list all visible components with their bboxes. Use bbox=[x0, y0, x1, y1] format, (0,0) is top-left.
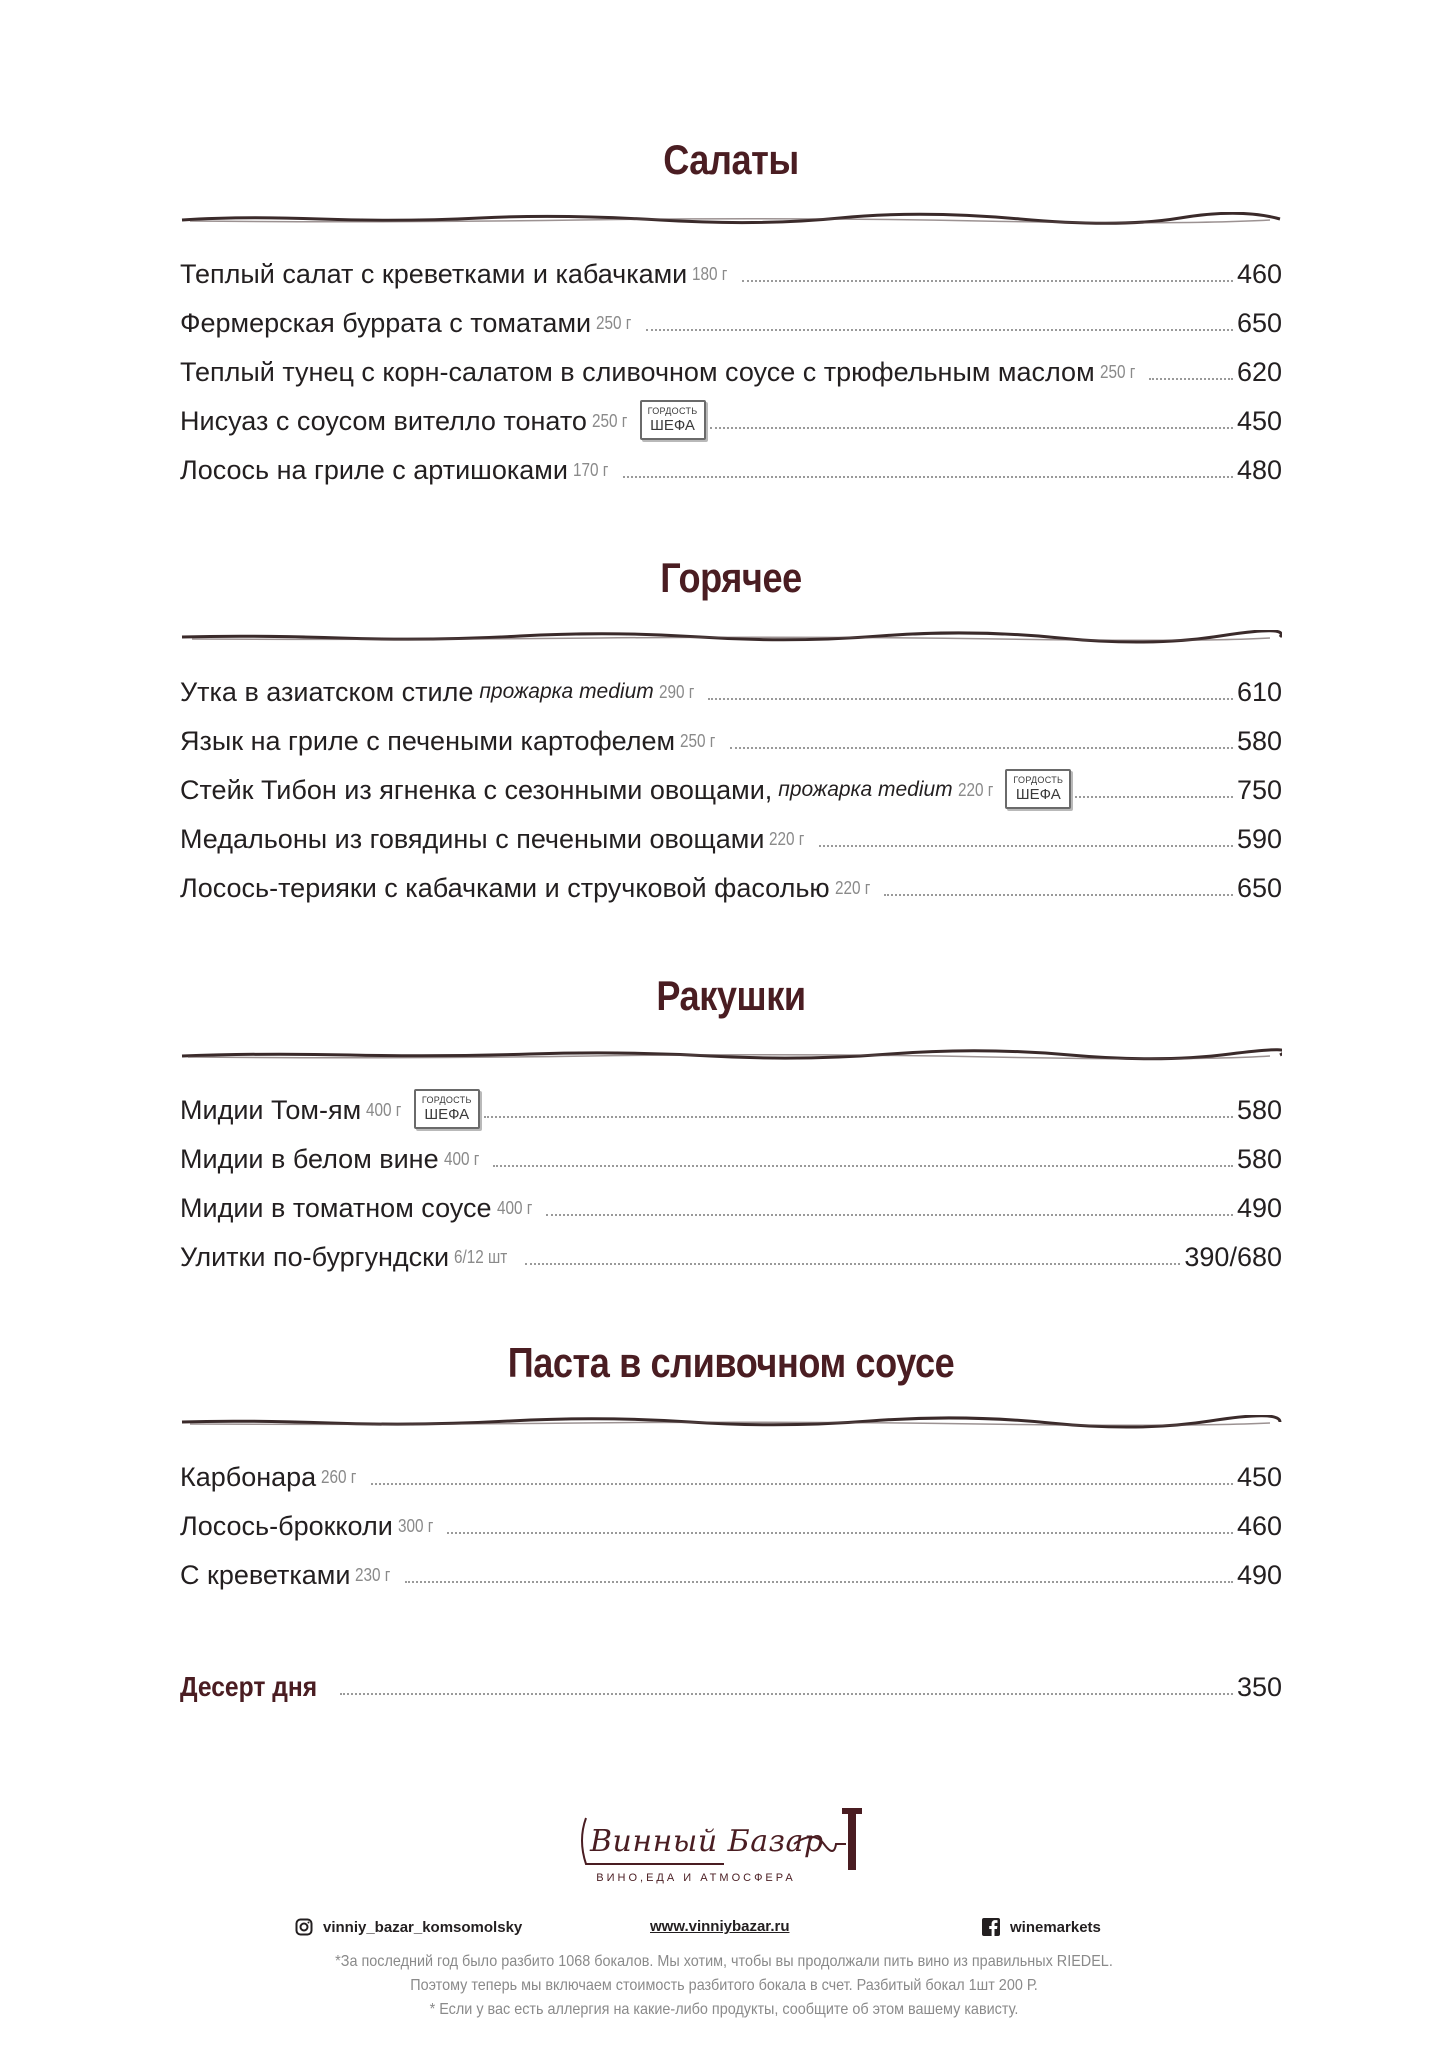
item-price: 580 bbox=[1236, 1144, 1282, 1174]
website-link[interactable] bbox=[650, 1918, 789, 1935]
section-items bbox=[180, 1445, 1282, 1592]
item-leader-dots bbox=[371, 1483, 1233, 1485]
logo-tagline: ВИНО,ЕДА И АТМОСФЕРА bbox=[596, 1872, 796, 1884]
section-title: Ракушки bbox=[656, 972, 806, 1019]
item-price: 650 bbox=[1236, 308, 1282, 338]
item-leader-dots bbox=[340, 1693, 1233, 1695]
item-weight: 230 г bbox=[355, 1565, 391, 1585]
item-name: Медальоны из говядины с печеными овощами bbox=[180, 824, 765, 854]
item-leader-dots bbox=[447, 1532, 1233, 1534]
item-price: 580 bbox=[1236, 726, 1282, 756]
badge-line2: ШЕФА bbox=[424, 1106, 470, 1123]
item-price: 390/680 bbox=[1184, 1242, 1282, 1272]
item-weight: 170 г bbox=[572, 460, 609, 480]
item-name: Утка в азиатском стиле bbox=[180, 677, 474, 707]
item-weight: 250 г bbox=[596, 313, 632, 333]
section-title: Салаты bbox=[663, 136, 799, 183]
item-price: 450 bbox=[1236, 1462, 1282, 1492]
item-name: Лосось-брокколи bbox=[180, 1511, 393, 1541]
menu-item bbox=[180, 1494, 1282, 1543]
item-weight: 300 г bbox=[397, 1516, 434, 1536]
logo-text: Винный Базар bbox=[590, 1824, 824, 1859]
item-note: прожарка medium bbox=[778, 778, 953, 801]
menu-section-pasta bbox=[180, 1335, 1282, 1592]
menu-item bbox=[180, 758, 1282, 807]
item-price: 490 bbox=[1236, 1560, 1282, 1590]
menu-item bbox=[180, 660, 1282, 709]
item-weight: 250 г bbox=[680, 731, 716, 751]
footer-note: Поэтому теперь мы включаем стоимость разбитого бокала в счет. Разбитый бокал 1шт 200 Р. bbox=[410, 1977, 1038, 1994]
badge-line1: ГОРДОСТЬ bbox=[647, 406, 698, 416]
facebook-handle: winemarkets bbox=[1010, 1918, 1101, 1936]
section-divider bbox=[180, 630, 1282, 644]
item-name: Карбонара bbox=[180, 1462, 317, 1492]
item-leader-dots bbox=[730, 747, 1233, 749]
item-leader-dots bbox=[742, 280, 1233, 282]
item-name: Мидии в белом вине bbox=[180, 1144, 439, 1174]
menu-item bbox=[180, 856, 1282, 905]
section-title: Горячее bbox=[660, 554, 802, 601]
menu-item bbox=[180, 1127, 1282, 1176]
chef-pride-badge bbox=[640, 400, 706, 440]
item-weight: 220 г bbox=[957, 780, 994, 800]
item-leader-dots bbox=[708, 698, 1233, 700]
menu-item bbox=[180, 1078, 1282, 1127]
dessert-of-day bbox=[180, 1655, 1282, 1704]
menu-item bbox=[180, 242, 1282, 291]
item-weight: 180 г bbox=[692, 264, 728, 284]
menu-item bbox=[180, 438, 1282, 487]
menu-item bbox=[180, 1445, 1282, 1494]
item-name: Фермерская буррата с томатами bbox=[180, 308, 592, 338]
item-weight: 290 г bbox=[658, 682, 695, 702]
item-name: Улитки по-бургундски bbox=[180, 1242, 450, 1272]
section-divider bbox=[180, 1415, 1282, 1429]
item-price: 590 bbox=[1236, 824, 1282, 854]
item-price: 750 bbox=[1236, 775, 1282, 805]
item-price: 460 bbox=[1236, 259, 1282, 289]
item-name: Мидии в томатном соусе bbox=[180, 1193, 492, 1223]
instagram-icon bbox=[295, 1918, 313, 1936]
footer-note: * Если у вас есть аллергия на какие-либо продукты, сообщите об этом вашему кависту. bbox=[429, 2001, 1019, 2018]
item-leader-dots bbox=[819, 845, 1233, 847]
menu-section-hot bbox=[180, 550, 1282, 905]
chef-pride-badge bbox=[1005, 769, 1071, 809]
badge-line1: ГОРДОСТЬ bbox=[1013, 775, 1064, 785]
website-url: www.vinniybazar.ru bbox=[650, 1918, 790, 1935]
menu-section-shells bbox=[180, 968, 1282, 1274]
item-leader-dots bbox=[1075, 796, 1233, 798]
item-name: Теплый салат с креветками и кабачками bbox=[180, 259, 688, 289]
item-leader-dots bbox=[1149, 378, 1233, 380]
badge-line2: ШЕФА bbox=[650, 417, 695, 434]
section-divider bbox=[180, 1048, 1282, 1062]
item-name: Лосось на гриле с артишоками bbox=[180, 455, 568, 485]
badge-line2: ШЕФА bbox=[1015, 786, 1061, 803]
item-leader-dots bbox=[623, 476, 1233, 478]
menu-item bbox=[180, 1543, 1282, 1592]
facebook-icon bbox=[982, 1918, 1000, 1936]
footer-note: *За последний год было разбито 1068 бокалов. Мы хотим, чтобы вы продолжали пить вино из правильных RIEDEL. bbox=[335, 1953, 1113, 1970]
menu-section-salads bbox=[180, 132, 1282, 487]
item-weight: 220 г bbox=[834, 878, 871, 898]
item-price: 650 bbox=[1236, 873, 1282, 903]
item-note: прожарка medium bbox=[479, 680, 654, 703]
item-leader-dots bbox=[884, 894, 1233, 896]
item-leader-dots bbox=[710, 427, 1233, 429]
section-items bbox=[180, 242, 1282, 487]
item-weight: 250 г bbox=[1099, 362, 1135, 382]
item-leader-dots bbox=[525, 1263, 1181, 1265]
item-price: 460 bbox=[1236, 1511, 1282, 1541]
item-leader-dots bbox=[484, 1116, 1233, 1118]
item-weight: 400 г bbox=[496, 1198, 532, 1218]
menu-item bbox=[180, 807, 1282, 856]
item-name: Лосось-терияки с кабачками и стручковой фасолью bbox=[180, 873, 830, 903]
item-weight: 400 г bbox=[366, 1100, 402, 1120]
item-leader-dots bbox=[405, 1581, 1233, 1583]
item-name: Нисуаз с соусом вителло тонато bbox=[180, 406, 587, 436]
menu-item bbox=[180, 1655, 1282, 1704]
item-name: Стейк Тибон из ягненка с сезонными овощами, bbox=[180, 775, 773, 805]
item-weight: 220 г bbox=[769, 829, 805, 849]
instagram-handle: vinniy_bazar_komsomolsky bbox=[323, 1918, 523, 1936]
menu-item bbox=[180, 389, 1282, 438]
item-leader-dots bbox=[646, 329, 1233, 331]
item-weight: 6/12 шт bbox=[454, 1247, 508, 1267]
chef-pride-badge bbox=[414, 1089, 480, 1129]
item-weight: 250 г bbox=[591, 411, 628, 431]
item-price: 490 bbox=[1236, 1193, 1282, 1223]
section-divider bbox=[180, 212, 1282, 226]
badge-line1: ГОРДОСТЬ bbox=[421, 1095, 472, 1105]
item-price: 620 bbox=[1236, 357, 1282, 387]
item-leader-dots bbox=[493, 1165, 1233, 1167]
menu-item bbox=[180, 1176, 1282, 1225]
item-weight: 260 г bbox=[321, 1467, 357, 1487]
item-name: Мидии Том-ям bbox=[180, 1095, 362, 1125]
item-price: 450 bbox=[1236, 406, 1282, 436]
item-name: С креветками bbox=[180, 1560, 351, 1590]
item-name: Теплый тунец с корн-салатом в сливочном соусе с трюфельным маслом bbox=[180, 357, 1095, 387]
menu-item bbox=[180, 709, 1282, 758]
item-weight: 400 г bbox=[443, 1149, 479, 1169]
item-price: 580 bbox=[1236, 1095, 1282, 1125]
item-price: 480 bbox=[1236, 455, 1282, 485]
item-name: Язык на гриле с печеными картофелем bbox=[180, 726, 676, 756]
item-leader-dots bbox=[546, 1214, 1233, 1216]
section-items bbox=[180, 660, 1282, 905]
instagram-link[interactable] bbox=[295, 1918, 522, 1936]
item-price: 610 bbox=[1236, 677, 1282, 707]
item-price: 350 bbox=[1236, 1672, 1282, 1702]
menu-item bbox=[180, 1225, 1282, 1274]
item-name: Десерт дня bbox=[180, 1671, 318, 1702]
menu-item bbox=[180, 291, 1282, 340]
menu-item bbox=[180, 340, 1282, 389]
facebook-link[interactable] bbox=[982, 1918, 1101, 1936]
section-items bbox=[180, 1078, 1282, 1274]
footer-notes bbox=[72, 1950, 1375, 2022]
section-title: Паста в сливочном соусе bbox=[507, 1339, 955, 1386]
